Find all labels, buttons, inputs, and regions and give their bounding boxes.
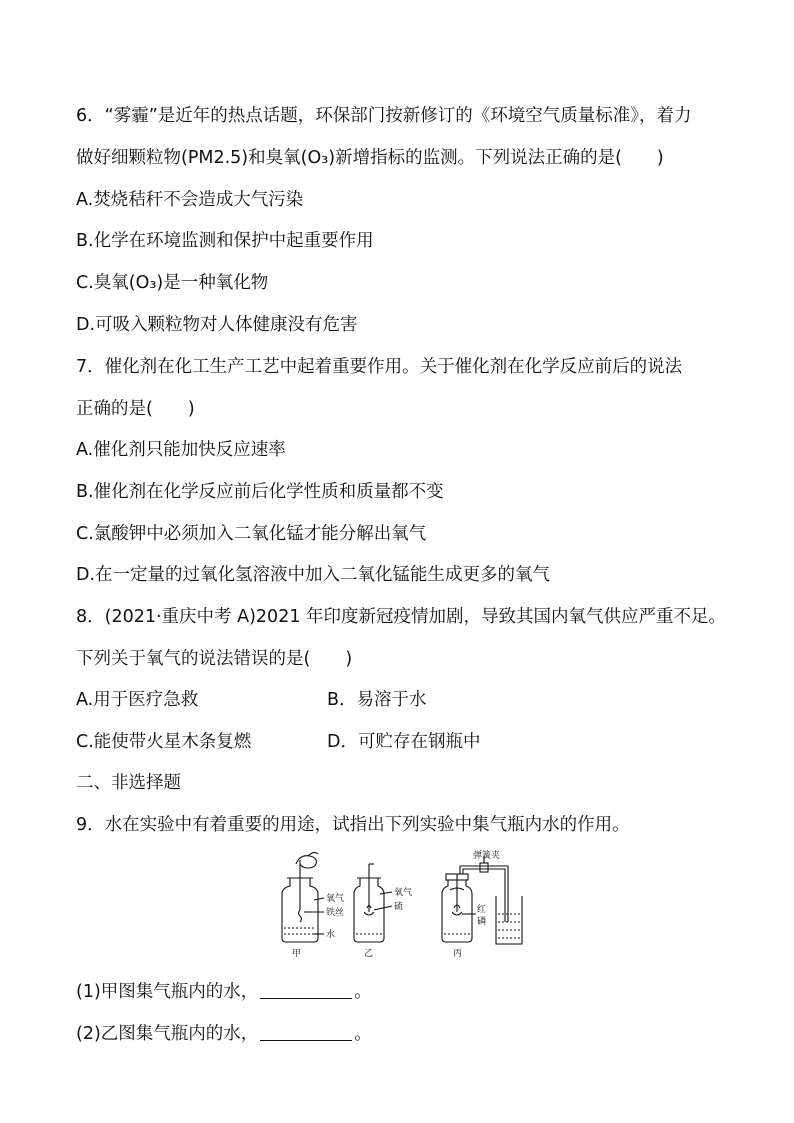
q6-option-d: D.可吸入颗粒物对人体健康没有危害 (76, 315, 358, 335)
jar-bing (442, 850, 522, 959)
q8-option-a: A.用于医疗急救 (76, 690, 199, 710)
q9-sub1-end: 。 (354, 982, 372, 1002)
jar-jia (282, 852, 344, 959)
q7-option-c: C.氯酸钾中必须加入二氧化锰才能分解出氧气 (76, 524, 427, 544)
label-yi: 乙 (364, 949, 374, 959)
answer-blank-1[interactable] (260, 980, 352, 999)
q8-option-b: B．易溶于水 (327, 690, 427, 710)
q7-option-a: A.催化剂只能加快反应速率 (76, 440, 286, 460)
q8-stem-line2: 下列关于氧气的说法错误的是( ) (76, 649, 353, 669)
q9-stem: 9．水在实验中有着重要的用途，试指出下列实验中集气瓶内水的作用。 (76, 815, 630, 835)
q7-stem-line1: 7．催化剂在化工生产工艺中起着重要作用。关于催化剂在化学反应前后的说法 (76, 357, 683, 377)
answer-blank-2[interactable] (260, 1022, 352, 1041)
q9-sub2-text: (2)乙图集气瓶内的水， (76, 1024, 259, 1044)
q6-option-b: B.化学在环境监测和保护中起重要作用 (76, 231, 374, 251)
label-spring-clip: 弹簧夹 (473, 851, 501, 861)
q8-option-c: C.能使带火星木条复燃 (76, 732, 252, 752)
q6-option-c: C.臭氧(O₃)是一种氧化物 (76, 273, 269, 293)
jar-yi (354, 864, 412, 959)
label-phosphorus: 磷 (477, 917, 487, 927)
label-iron-wire: 铁丝 (326, 908, 345, 918)
experiment-figure (270, 850, 530, 962)
label-sulfur: 硫 (394, 902, 404, 912)
q9-sub1-text: (1)甲图集气瓶内的水， (76, 982, 259, 1002)
label-oxygen-yi: 氧气 (394, 888, 413, 898)
q7-stem-line2: 正确的是( ) (76, 399, 195, 419)
q9-sub1 (76, 980, 372, 1004)
q9-sub2 (76, 1022, 372, 1046)
label-bing: 丙 (453, 949, 463, 959)
q8-option-d: D．可贮存在钢瓶中 (327, 732, 481, 752)
label-oxygen-jia: 氧气 (326, 894, 345, 904)
label-water: 水 (326, 930, 336, 940)
q6-stem-line1: 6．“雾霾”是近年的热点话题，环保部门按新修订的《环境空气质量标准》，着力 (76, 106, 692, 126)
q7-option-d: D.在一定量的过氧化氢溶液中加入二氧化锰能生成更多的氧气 (76, 565, 551, 585)
q6-stem-line2: 做好细颗粒物(PM2.5)和臭氧(O₃)新增指标的监测。下列说法正确的是( ) (76, 148, 664, 168)
label-jia: 甲 (292, 949, 302, 959)
q9-sub2-end: 。 (354, 1024, 372, 1044)
label-red: 红 (477, 905, 487, 915)
q6-option-a: A.焚烧秸秆不会造成大气污染 (76, 190, 304, 210)
q7-option-b: B.催化剂在化学反应前后化学性质和质量都不变 (76, 482, 444, 502)
q8-stem-line1: 8．(2021·重庆中考 A)2021 年印度新冠疫情加剧，导致其国内氧气供应严重不足。 (76, 607, 727, 627)
section-heading: 二、非选择题 (76, 773, 181, 793)
